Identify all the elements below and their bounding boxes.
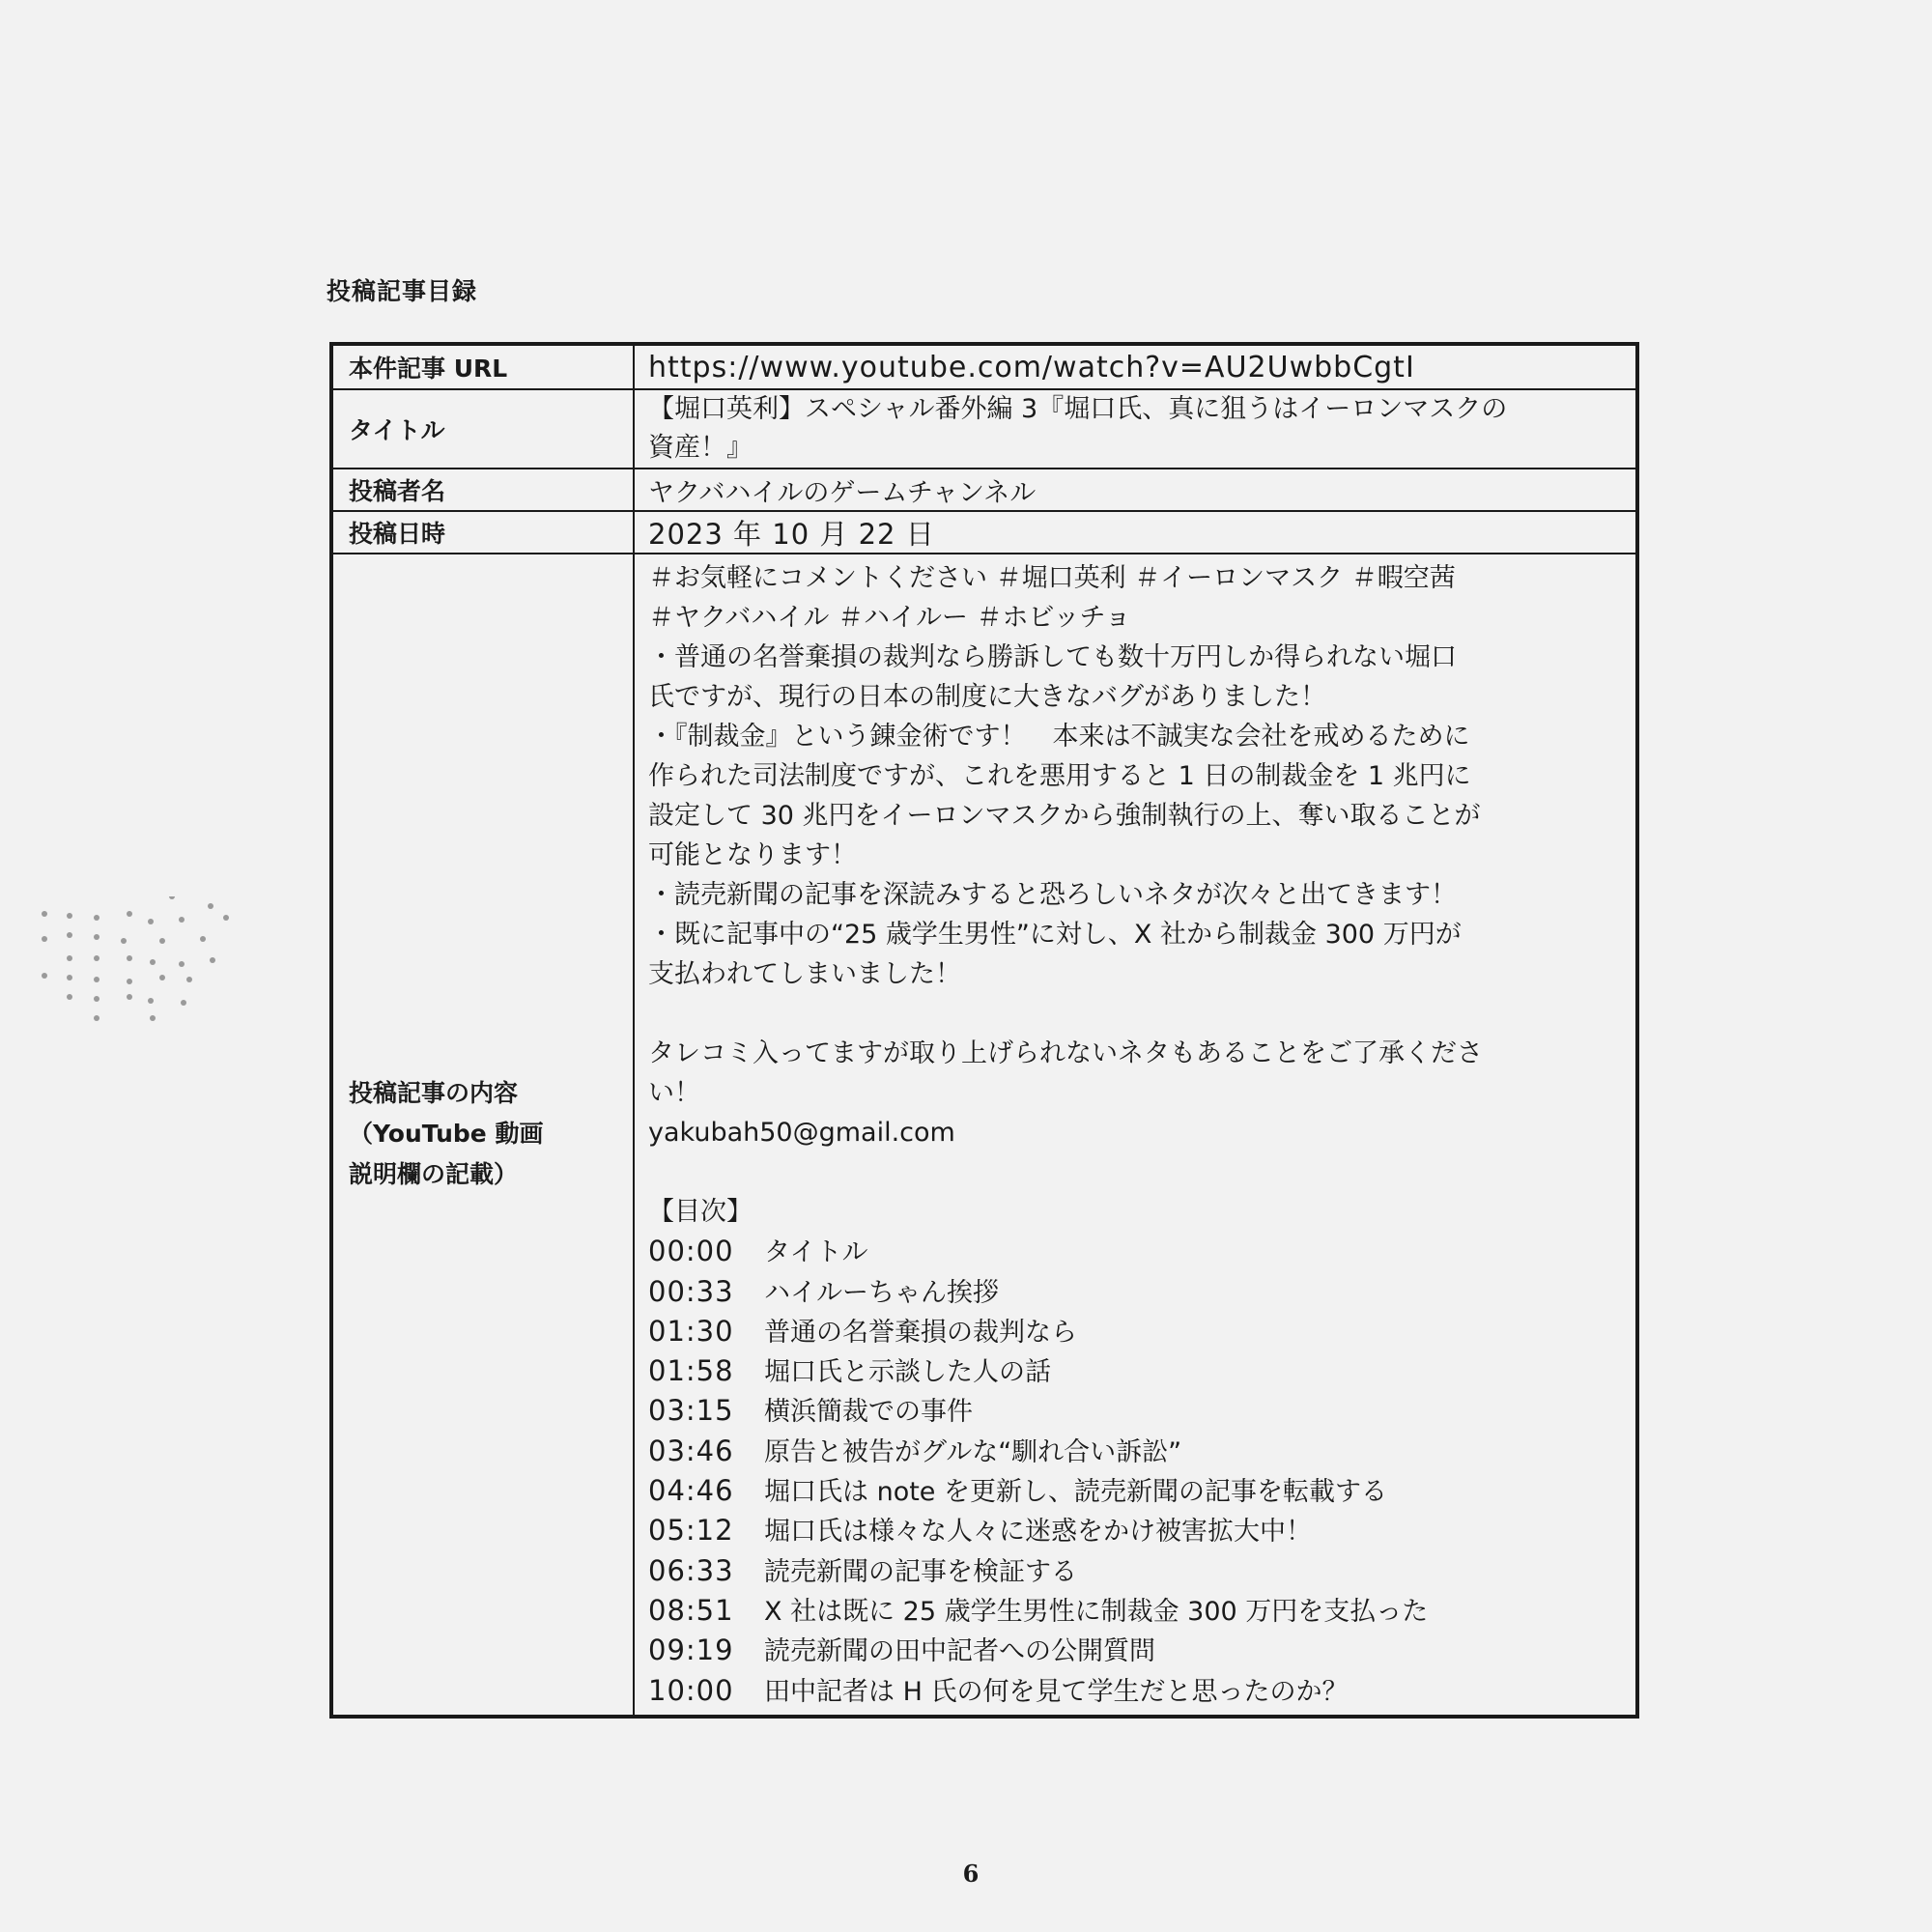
- value-url: https://www.youtube.com/watch?v=AU2UwbbCgtI: [634, 344, 1637, 389]
- description-line: [648, 994, 1626, 1034]
- value-title: [634, 389, 1637, 469]
- description-line: [648, 1152, 1626, 1192]
- description-line: yakubah50@gmail.com: [648, 1118, 955, 1148]
- toc-time: 08:51: [648, 1593, 734, 1627]
- scan-dot: [181, 1000, 186, 1006]
- scan-dot: [67, 975, 72, 980]
- toc-time: 10:00: [648, 1673, 734, 1707]
- description-line: タレコミ入ってますが取り上げられないネタもあることをご了承くださ: [648, 1038, 1483, 1068]
- scan-dot: [42, 973, 47, 979]
- description-line: ＃ヤクバハイル ＃ハイルー ＃ホビッチョ: [648, 603, 1131, 633]
- scan-dot: [127, 994, 132, 1000]
- label-description-line-2: （YouTube 動画: [349, 1120, 544, 1149]
- scan-dot-artifact: [37, 896, 230, 1041]
- toc-heading: 【目次】: [648, 1197, 753, 1227]
- toc-time: 09:19: [648, 1634, 734, 1667]
- toc-time: 04:46: [648, 1474, 734, 1508]
- scan-dot: [42, 936, 47, 942]
- toc-time: 00:00: [648, 1235, 734, 1268]
- scan-dot: [127, 911, 132, 917]
- toc-entry: [648, 1551, 1626, 1591]
- document-heading: 投稿記事目録: [327, 277, 478, 305]
- toc-label: 堀口氏は様々な人々に迷惑をかけ被害拡大中！: [764, 1517, 1312, 1548]
- description-line: 設定して 30 兆円をイーロンマスクから強制執行の上、奪い取ることが: [648, 801, 1481, 831]
- toc-label: 横浜簡裁での事件: [764, 1397, 973, 1428]
- row-url: [331, 344, 1637, 389]
- toc-time: 06:33: [648, 1553, 734, 1587]
- scan-dot: [148, 998, 154, 1004]
- row-date: [331, 511, 1637, 554]
- toc-time: 03:46: [648, 1434, 734, 1467]
- toc-entry: [648, 1432, 1626, 1471]
- toc-label: 堀口氏は note を更新し、読売新聞の記事を転載する: [764, 1477, 1387, 1508]
- label-description: [331, 554, 634, 1717]
- scan-dot: [179, 917, 185, 923]
- toc-label: タイトル: [764, 1237, 868, 1268]
- toc-entry: [648, 1671, 1626, 1711]
- scan-dot: [67, 913, 72, 919]
- description-line: 作られた司法制度ですが、これを悪用すると 1 日の制裁金を 1 兆円に: [648, 761, 1471, 791]
- toc-time: 03:15: [648, 1394, 734, 1428]
- scan-dot: [186, 977, 192, 982]
- toc-entry: [648, 1232, 1626, 1271]
- toc-entry: [648, 1272, 1626, 1312]
- scan-dot: [67, 955, 72, 961]
- toc-entry: [648, 1312, 1626, 1351]
- scan-dot: [150, 1015, 156, 1021]
- toc-entry: [648, 1511, 1626, 1550]
- scan-dot: [169, 896, 175, 899]
- label-description-line-1: 投稿記事の内容: [349, 1079, 519, 1108]
- toc-entry: [648, 1351, 1626, 1391]
- scan-dot: [94, 934, 99, 940]
- scan-dot: [67, 932, 72, 938]
- label-url: 本件記事 URL: [331, 344, 634, 389]
- value-poster: ヤクバハイルのゲームチャンネル: [634, 469, 1637, 511]
- toc-label: 堀口氏と示談した人の話: [764, 1357, 1051, 1388]
- scan-dot: [94, 1015, 99, 1021]
- toc-time: 01:30: [648, 1314, 734, 1348]
- toc-entry: [648, 1391, 1626, 1431]
- scan-dot: [67, 994, 72, 1000]
- scan-dot: [42, 911, 47, 917]
- toc-label: 読売新聞の記事を検証する: [764, 1556, 1077, 1587]
- toc-entry: [648, 1471, 1626, 1511]
- record-table: [329, 342, 1639, 1719]
- toc-entry: [648, 1631, 1626, 1670]
- description-line: ・読売新聞の記事を深読みすると恐ろしいネタが次々と出てきます！: [648, 880, 1457, 910]
- value-description: [634, 554, 1637, 1717]
- scan-dot: [159, 938, 165, 944]
- value-title-line-1: 【堀口英利】スペシャル番外編 3『堀口氏、真に狙うはイーロンマスクの: [648, 394, 1508, 424]
- scan-dot: [127, 979, 132, 984]
- scan-dot: [223, 915, 229, 921]
- toc-label: 読売新聞の田中記者への公開質問: [764, 1636, 1155, 1667]
- value-title-line-2: 資産！』: [648, 433, 753, 463]
- scan-dot: [121, 938, 127, 944]
- description-line: 可能となります！: [648, 840, 857, 870]
- description-line: 支払われてしまいました！: [648, 959, 961, 989]
- value-date: 2023 年 10 月 22 日: [634, 511, 1637, 554]
- scan-dot: [200, 936, 206, 942]
- toc-label: 田中記者は H 氏の何を見て学生だと思ったのか？: [764, 1676, 1349, 1707]
- scan-dot: [150, 959, 156, 965]
- scan-dot: [94, 977, 99, 982]
- description-line: ・普通の名誉棄損の裁判なら勝訴しても数十万円しか得られない堀口: [648, 642, 1457, 672]
- label-poster: 投稿者名: [331, 469, 634, 511]
- toc-time: 00:33: [648, 1274, 734, 1308]
- toc-label: 原告と被告がグルな“馴れ合い訴訟”: [764, 1436, 1182, 1467]
- toc-entry: [648, 1591, 1626, 1631]
- row-poster: [331, 469, 1637, 511]
- scan-dot: [94, 915, 99, 921]
- scan-dot: [210, 957, 215, 963]
- toc-label: ハイルーちゃん挨拶: [764, 1277, 999, 1308]
- label-description-line-3: 説明欄の記載）: [349, 1160, 519, 1189]
- description-line: ・『制裁金』という錬金術です！ 本来は不誠実な会社を戒めるために: [648, 722, 1470, 752]
- toc-time: 05:12: [648, 1514, 734, 1548]
- row-title: [331, 389, 1637, 469]
- scan-dot: [208, 903, 213, 909]
- description-line: い！: [648, 1078, 700, 1108]
- description-line: ・既に記事中の“25 歳学生男性”に対し、X 社から制裁金 300 万円が: [648, 920, 1462, 950]
- toc-list: [648, 1232, 1626, 1711]
- description-line: ＃お気軽にコメントください ＃堀口英利 ＃イーロンマスク ＃暇空茜: [648, 563, 1456, 593]
- row-description: [331, 554, 1637, 1717]
- scan-dot: [159, 975, 165, 980]
- toc-label: X 社は既に 25 歳学生男性に制裁金 300 万円を支払った: [764, 1596, 1429, 1627]
- label-title: タイトル: [331, 389, 634, 469]
- toc-label: 普通の名誉棄損の裁判なら: [764, 1317, 1077, 1348]
- scan-dot: [94, 955, 99, 961]
- description-lines: [648, 558, 1626, 1192]
- scan-dot: [148, 919, 154, 924]
- toc-time: 01:58: [648, 1354, 734, 1388]
- label-date: 投稿日時: [331, 511, 634, 554]
- description-line: 氏ですが、現行の日本の制度に大きなバグがありました！: [648, 682, 1326, 712]
- page-number: 6: [962, 1860, 980, 1888]
- scan-dot: [179, 961, 185, 967]
- scan-dot: [127, 955, 132, 961]
- scan-dot: [94, 996, 99, 1002]
